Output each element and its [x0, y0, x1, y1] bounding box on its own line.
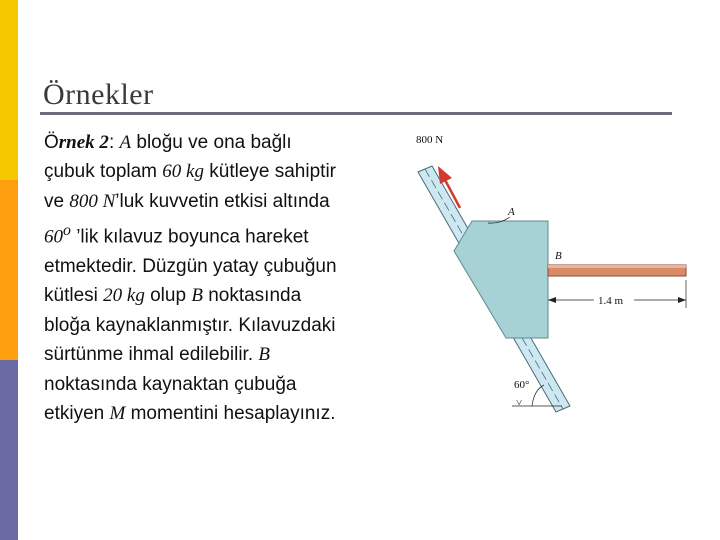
- text-run: ’luk kuvvetin etkisi altında: [115, 190, 330, 212]
- point-label: B: [555, 250, 562, 262]
- problem-line: [44, 340, 418, 369]
- math-symbol: M: [109, 402, 126, 424]
- math-number: 20: [103, 285, 127, 307]
- example-label: rnek 2: [58, 132, 109, 153]
- problem-line: [44, 128, 418, 157]
- slide-sidebar: [0, 0, 18, 540]
- text-run: kütlesi: [44, 285, 104, 307]
- text-run: Ö: [44, 132, 59, 153]
- sidebar-segment-orange: [0, 180, 18, 360]
- problem-line: [44, 370, 418, 399]
- math-symbol: A: [119, 132, 132, 153]
- math-unit: kg: [126, 285, 145, 307]
- bar-highlight: [548, 265, 686, 268]
- text-run: noktasında kaynaktan çubuğa: [44, 373, 297, 395]
- math-number: 60: [162, 161, 187, 183]
- math-symbol: B: [191, 285, 203, 307]
- problem-line: [44, 157, 418, 186]
- text-run: noktasında: [202, 285, 302, 307]
- text-run: :: [108, 132, 120, 153]
- title-underline: [40, 112, 672, 115]
- math-unit: kg: [186, 161, 204, 183]
- text-run: kütleye sahiptir: [203, 161, 336, 183]
- text-run: momentini hesaplayınız.: [125, 402, 336, 424]
- length-label: 1.4 m: [598, 295, 624, 307]
- figure-drawing: [412, 124, 694, 424]
- angle-label: 60°: [514, 379, 530, 391]
- text-run: olup: [144, 285, 192, 307]
- problem-line: [44, 281, 418, 310]
- sidebar-segment-purple: [0, 360, 18, 540]
- text-run: bloğa kaynaklanmıştır. Kılavuzdaki: [44, 314, 336, 336]
- math-number: 800: [69, 190, 103, 212]
- problem-line: [44, 311, 418, 340]
- math-symbol: B: [258, 344, 270, 366]
- angle-tick: ˅: [516, 397, 523, 409]
- problem-statement: [44, 128, 418, 428]
- text-run: ’lik kılavuz boyunca hareket: [70, 226, 309, 248]
- text-run: çubuk toplam: [44, 161, 163, 183]
- math-number: 60: [44, 226, 63, 248]
- sidebar-segment-yellow: [0, 0, 18, 180]
- problem-line: [44, 399, 418, 428]
- math-unit: N: [102, 190, 116, 212]
- slide-title: Örnekler: [43, 78, 154, 111]
- problem-line: [44, 216, 418, 252]
- math-superscript: o: [63, 222, 71, 240]
- block-label: A: [508, 206, 515, 218]
- mechanics-figure: [412, 124, 694, 424]
- text-run: etmektedir. Düzgün yatay çubuğun: [44, 255, 337, 277]
- problem-line: [44, 187, 418, 216]
- force-label: 800 N: [416, 134, 444, 146]
- text-run: sürtünme ihmal edilebilir.: [44, 344, 259, 366]
- block-a: [454, 221, 548, 338]
- text-run: bloğu ve ona bağlı: [131, 132, 292, 153]
- text-run: ve: [44, 190, 70, 212]
- text-run: etkiyen: [44, 402, 110, 424]
- problem-line: [44, 252, 418, 281]
